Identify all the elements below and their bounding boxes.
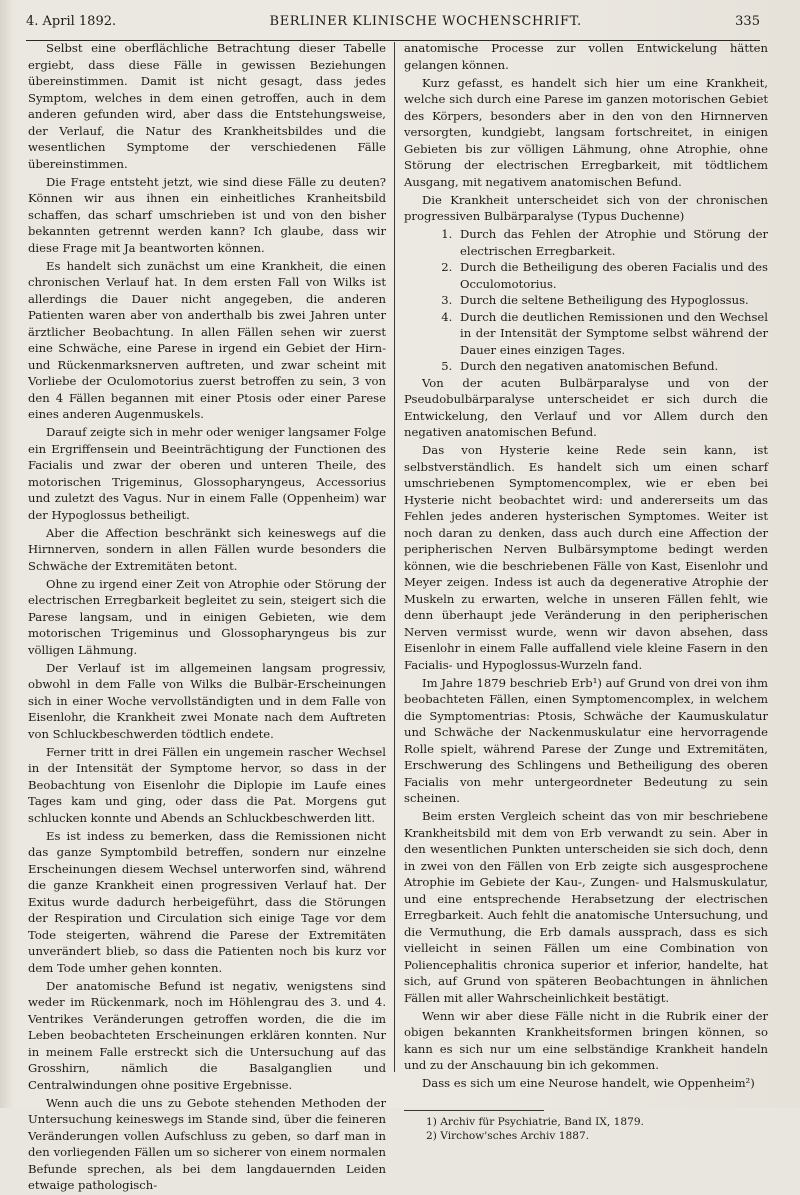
right-paragraph-2: Kurz gefasst, es handelt sich hier um eine Krankheit, welche sich durch eine Parese im ganzen motorischen Gebiet des Körpers, besonders aber in den von den Hirnnerven versorgten, kundgiebt, langsam fortschreitet, in einigen Gebieten bis zur völligen Lähmung, ohne Atrophie, ohne Störung der electrischen Erregbarkeit, mit tödtlichem Ausgang, mit negativem anatomischen Befund. (404, 75, 768, 189)
right-paragraph-5: Das von Hysterie keine Rede sein kann, ist selbstverständlich. Es handelt sich um einen scharf umschriebenen Symptomencomplex, wie er eben bei Hysterie nicht beobachtet wird: und andererseits um das Fehlen jedes anderen hysterischen Symptomes. Weiter ist noch daran zu denken, dass auch durch eine Affection der peripherischen Nerven Bulbärsymptome bedingt werden können, wie die beschriebenen Fälle von Kast, Eisenlohr und Meyer zeigen. Indess ist auch da degenerative Atrophie der Muskeln zu erwarten, welche in unseren Fällen fehlt, wie denn überhaupt jede Veränderung in den peripherischen Nerven vermisst wurde, wenn wir davon absehen, dass Eisenlohr in einem Falle auffallend viele kleine Fasern in den Facialis- und Hypoglossus-Wurzeln fand. (404, 443, 768, 672)
left-paragraph-8: Ferner tritt in drei Fällen ein ungemein rascher Wechsel in der Intensität der Symptome hervor, so dass in der Beobachtung von Eisenlohr die Diplopie im Laufe eines Tages kam und ging, oder dass die Pat. Morgens gut schlucken konnte und Abends an Schluckbeschwerden litt. (28, 744, 386, 825)
right-paragraph-6: Im Jahre 1879 beschrieb Erb¹) auf Grund von drei von ihm beobachteten Fällen, einen Symptomencomplex, in welchem die Symptomentrias: Ptosis, Schwäche der Kaumuskulatur und Schwäche der Nackenmuskulatur eine hervorragende Rolle spielt, während Parese der Zunge und Extremitäten, Erschwerung des Schlingens und Betheiligung des oberen Facialis von mehr untergeordneter Bedeutung zu sein scheinen. (404, 675, 768, 805)
left-paragraph-3: Es handelt sich zunächst um eine Krankheit, die einen chronischen Verlauf hat. In dem ersten Fall von Wilks ist allerdings die Dauer nicht angegeben, die anderen Patienten waren aber von anderthalb bis zwei Jahren unter ärztlicher Beobachtung. In allen Fällen sehen wir zuerst eine Schwäche, eine Parese in irgend ein Gebiet der Hirn- und Rückenmarksnerven auftreten, und zwar scheint mit Vorliebe der Oculomotorius zuerst betroffen zu sein, 3 von den 4 Fällen begannen mit einer Ptosis oder einer Parese eines anderen Augenmuskels. (28, 258, 386, 421)
footnote-1: 1) Archiv für Psychiatrie, Band IX, 1879. (426, 1115, 644, 1128)
distinction-list (404, 226, 768, 375)
left-paragraph-1: Selbst eine oberflächliche Betrachtung dieser Tabelle ergiebt, dass diese Fälle in gewissen Beziehungen übereinstimmen. Damit ist nicht gesagt, dass jedes Symptom, welches in dem einen getroffen, auch in dem anderen gefunden wird, aber dass die Entstehungsweise, der Verlauf, die Natur des Krankheitsbildes und die wesentlichen Symptome der verschiedenen Fälle übereinstimmen. (28, 41, 386, 171)
right-paragraph-7: Beim ersten Vergleich scheint das von mir beschriebene Krankheitsbild mit dem von Erb verwandt zu sein. Aber in den wesentlichen Punkten unterscheiden sie sich doch, denn in zwei von den Fällen von Erb zeigte sich ausgesprochene Atrophie im Gebiete der Kau-, Zungen- und Halsmuskulatur, und eine entsprechende Herabsetzung der electrischen Erregbarkeit. Auch fehlt die anatomische Untersuchung, und die Vermuthung, die Erb damals aussprach, dass es sich vielleicht in seinen Fällen um eine Combination von Poliencephalitis chronica superior et inferior, handelte, hat sich, auf Grund von späteren Beobachtungen in ähnlichen Fällen mit aller Wahrscheinlichkeit bestätigt. (404, 809, 768, 1005)
left-paragraph-7: Der Verlauf ist im allgemeinen langsam progressiv, obwohl in dem Falle von Wilks die Bulbär-Erscheinungen sich in einer Woche vervollständigten und in dem Falle von Eisenlohr, die Krankheit zwei Monate nach dem Auftreten von Schluckbeschwerden tödtlich endete. (28, 660, 386, 741)
left-paragraph-10: Der anatomische Befund ist negativ, wenigstens sind weder im Rückenmark, noch im Höhlengrau des 3. und 4. Ventrikes Veränderungen getroffen worden, die die im Leben beobachteten Erscheinungen erklären konnten. Nur in meinem Falle erstreckt sich die Untersuchung auf das Grosshirn, nämlich die Basalganglien und Centralwindungen ohne positive Ergebnisse. (28, 978, 386, 1092)
right-paragraph-8: Wenn wir aber diese Fälle nicht in die Rubrik einer der obigen bekannten Krankheitsformen bringen können, so kann es sich nur um eine selbständige Krankheit handeln und zu der Anschauung bin ich gekommen. (404, 1008, 768, 1072)
right-paragraph-4: Von der acuten Bulbärparalyse und von der Pseudobulbärparalyse unterscheidet er sich durch die Entwickelung, den Verlauf und vor Allem durch den negativen anatomischen Befund. (404, 375, 768, 439)
left-paragraph-4: Darauf zeigte sich in mehr oder weniger langsamer Folge ein Ergriffensein und Beeinträchtigung der Functionen des Facialis und zwar der oberen und unteren Theile, des motorischen Trigeminus, Glossopharyngeus, Accessorius und zuletzt des Vagus. Nur in einem Falle (Oppenheim) war der Hypoglossus betheiligt. (28, 425, 386, 522)
header-date: 4. April 1892. (26, 14, 117, 29)
right-paragraph-1: anatomische Processe zur vollen Entwickelung hätten gelangen können. (404, 41, 768, 72)
left-column (28, 40, 386, 1195)
list-item: 1. Durch das Fehlen der Atrophie und Störung der electrischen Erregbarkeit. (456, 226, 768, 259)
footnotes (404, 1110, 644, 1143)
list-item: 4. Durch die deutlichen Remissionen und den Wechsel in der Intensität der Symptome selbst während der Dauer eines einzigen Tages. (456, 309, 768, 359)
left-paragraph-11: Wenn auch die uns zu Gebote stehenden Methoden der Untersuchung keineswegs im Stande sind, über die feineren Veränderungen vollen Aufschluss zu geben, so darf man in den vorliegenden Fällen um so sicherer von einem normalen Befunde sprechen, als bei dem langdauernden Leiden etwaige pathologisch- (28, 1095, 386, 1192)
running-header (26, 14, 760, 41)
list-item: 2. Durch die Betheiligung des oberen Facialis und des Occulomotorius. (456, 259, 768, 292)
left-paragraph-9: Es ist indess zu bemerken, dass die Remissionen nicht das ganze Symptombild betreffen, sondern nur einzelne Erscheinungen diesem Wechsel unterworfen sind, während die ganze Krankheit einen progressiven Verlauf hat. Der Exitus wurde dadurch herbeigeführt, dass die Störungen der Respiration und Circulation sich einige Tage vor dem Tode steigerten, während die Parese der Extremitäten unverändert blieb, so dass die Patienten noch bis kurz vor dem Tode umher gehen konnten. (28, 828, 386, 975)
left-paragraph-2: Die Frage entsteht jetzt, wie sind diese Fälle zu deuten? Können wir aus ihnen ein einheitliches Kranheitsbild schaffen, das scharf umschrieben ist und von den bisher bekannten getrennt werden kann? Ich glaube, dass wir diese Frage mit Ja beantworten können. (28, 174, 386, 255)
right-paragraph-3: Die Krankheit unterscheidet sich von der chronischen progressiven Bulbärparalyse (Typus Duchenne) (404, 192, 768, 223)
footnote-2: 2) Virchow'sches Archiv 1887. (426, 1129, 590, 1142)
right-column (404, 40, 768, 1143)
header-page-number: 335 (735, 14, 760, 29)
right-paragraph-9: Dass es sich um eine Neurose handelt, wie Oppenheim²) (422, 1076, 755, 1090)
left-paragraph-6: Ohne zu irgend einer Zeit von Atrophie oder Störung der electrischen Erregbarkeit begleitet zu sein, steigert sich die Parese langsam, und in einigen Gebieten, wie dem motorischen Trigeminus und Glossopharyngeus bis zur völligen Lähmung. (28, 576, 386, 657)
column-divider (394, 42, 395, 1072)
list-item: 3. Durch die seltene Betheiligung des Hypoglossus. (456, 292, 768, 309)
header-journal-title: BERLINER KLINISCHE WOCHENSCHRIFT. (269, 14, 582, 29)
list-item: 5. Durch den negativen anatomischen Befund. (456, 358, 768, 375)
left-paragraph-5: Aber die Affection beschränkt sich keineswegs auf die Hirnnerven, sondern in allen Fällen wurde besonders die Schwäche der Extremitäten betont. (28, 525, 386, 573)
